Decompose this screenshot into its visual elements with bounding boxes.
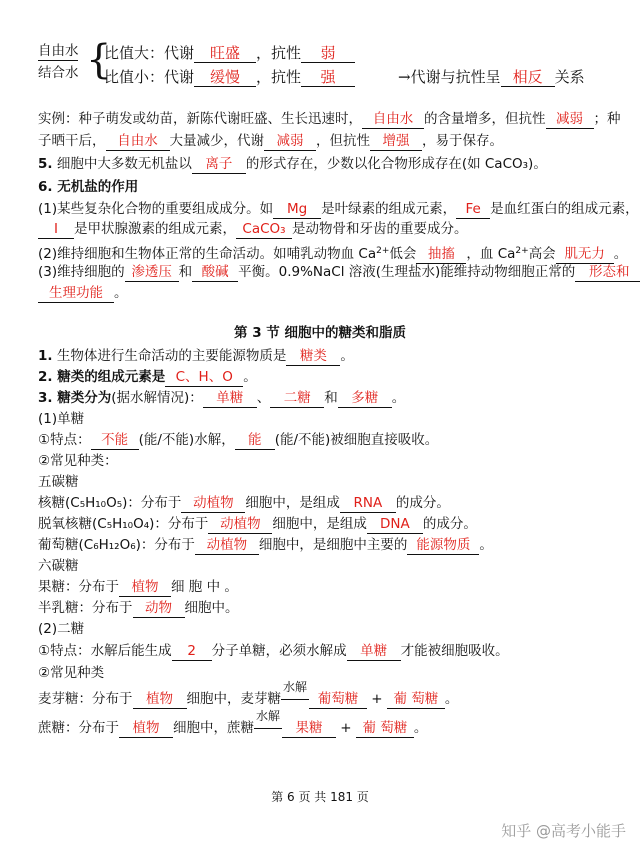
mono-heading: (1)单糖 — [38, 411, 85, 427]
deoxyribose-line: 脱氧核糖(C₅H₁₀O₄)：分布于 动植物 细胞中，是组成 DNA 的成分。 — [38, 516, 477, 532]
bound-water-label: 结合水 — [38, 65, 79, 81]
five-carbon: 五碳糖 — [38, 474, 79, 490]
ratio-low-line: 比值小：代谢 缓慢 ，抗性 强 — [104, 68, 355, 87]
page-footer: 第 6 页 共 181 页 — [271, 790, 369, 804]
item-6-p1b: I 是甲状腺激素的组成元素， CaCO₃ 是动物骨和牙齿的重要成分。 — [38, 220, 468, 239]
watermark: 知乎 @高考小能手 — [501, 822, 626, 840]
fraction-bar — [38, 60, 78, 61]
mono-feature: ①特点： 不能 (能/不能)水解， 能 (能/不能)被细胞直接吸收。 — [38, 432, 439, 448]
mono-types: ②常见种类： — [38, 453, 118, 469]
item-6-p1: (1)某些复杂化合物的重要组成成分。如 Mg 是叶绿素的组成元素， Fe 是血红蛋白的组成元素， — [38, 201, 639, 217]
galactose-line: 半乳糖：分布于 动物 细胞中。 — [38, 600, 239, 616]
di-feature: ①特点：水解后能生成 2 分子单糖，必须水解成 单糖 才能被细胞吸收。 — [38, 643, 509, 659]
brace: { — [86, 37, 112, 83]
item-6-p2: (2)维持细胞和生物体正常的生命活动。如哺乳动物血 $Ca^{2+}$低会 抽搐 ，血 $Ca^{2+}$高会 肌无力 。 — [38, 246, 628, 262]
di-heading: (2)二糖 — [38, 621, 85, 637]
item-5: 5. 细胞中大多数无机盐以 离子 的形式存在，少数以化合物形成存在(如 CaCO₃)。 — [38, 156, 547, 172]
s3-item-3: 3. 糖类分为(据水解情况)： 单糖 、 二糖 和 多糖 。 — [38, 390, 406, 406]
ratio-high-line: 比值大：代谢 旺盛 ，抗性 弱 — [104, 44, 355, 63]
item-6-p3: (3)维持细胞的 渗透压 和 酸碱 平衡。0.9%NaCl 溶液(生理盐水)能维持动物细胞正常的 形态和 — [38, 263, 640, 282]
item-6-heading: 6. 无机盐的作用 — [38, 179, 139, 195]
item-6-p3b: 生理功能 。 — [38, 284, 128, 303]
maltose-line: 麦芽糖：分布于 植物 细胞中，麦芽糖 水解 葡萄糖 + 葡 萄糖 。 — [38, 680, 459, 707]
fructose-line: 果糖：分布于 植物 细 胞 中 。 — [38, 579, 238, 595]
sucrose-line: 蔗糖：分布于 植物 细胞中，蔗糖 水解 果糖 + 葡 萄糖 。 — [38, 709, 428, 736]
s3-item-1: 1. 生物体进行生命活动的主要能源物质是 糖类 。 — [38, 348, 354, 364]
example-line-2: 子晒干后， 自由水 大量减少，代谢 减弱 ，但抗性 增强 ，易于保存。 — [38, 133, 503, 149]
di-types: ②常见种类 — [38, 665, 105, 681]
free-water-label: 自由水 — [38, 43, 79, 59]
example-line-1: 实例：种子萌发或幼苗，新陈代谢旺盛、生长迅速时， 自由水 的含量增多，但抗性 减弱 ；种 — [38, 111, 621, 127]
section-title: 第 3 节 细胞中的糖类和脂质 — [234, 325, 406, 341]
s3-item-2: 2. 糖类的组成元素是 C、H、O 。 — [38, 369, 257, 385]
relation-line: →代谢与抗性呈 相反 关系 — [398, 68, 585, 86]
ribose-line: 核糖(C₅H₁₀O₅)：分布于 动植物 细胞中，是组成 RNA 的成分。 — [38, 495, 450, 511]
glucose-line: 葡萄糖(C₆H₁₂O₆)：分布于 动植物 细胞中，是细胞中主要的 能源物质 。 — [38, 537, 493, 553]
six-carbon: 六碳糖 — [38, 558, 79, 574]
